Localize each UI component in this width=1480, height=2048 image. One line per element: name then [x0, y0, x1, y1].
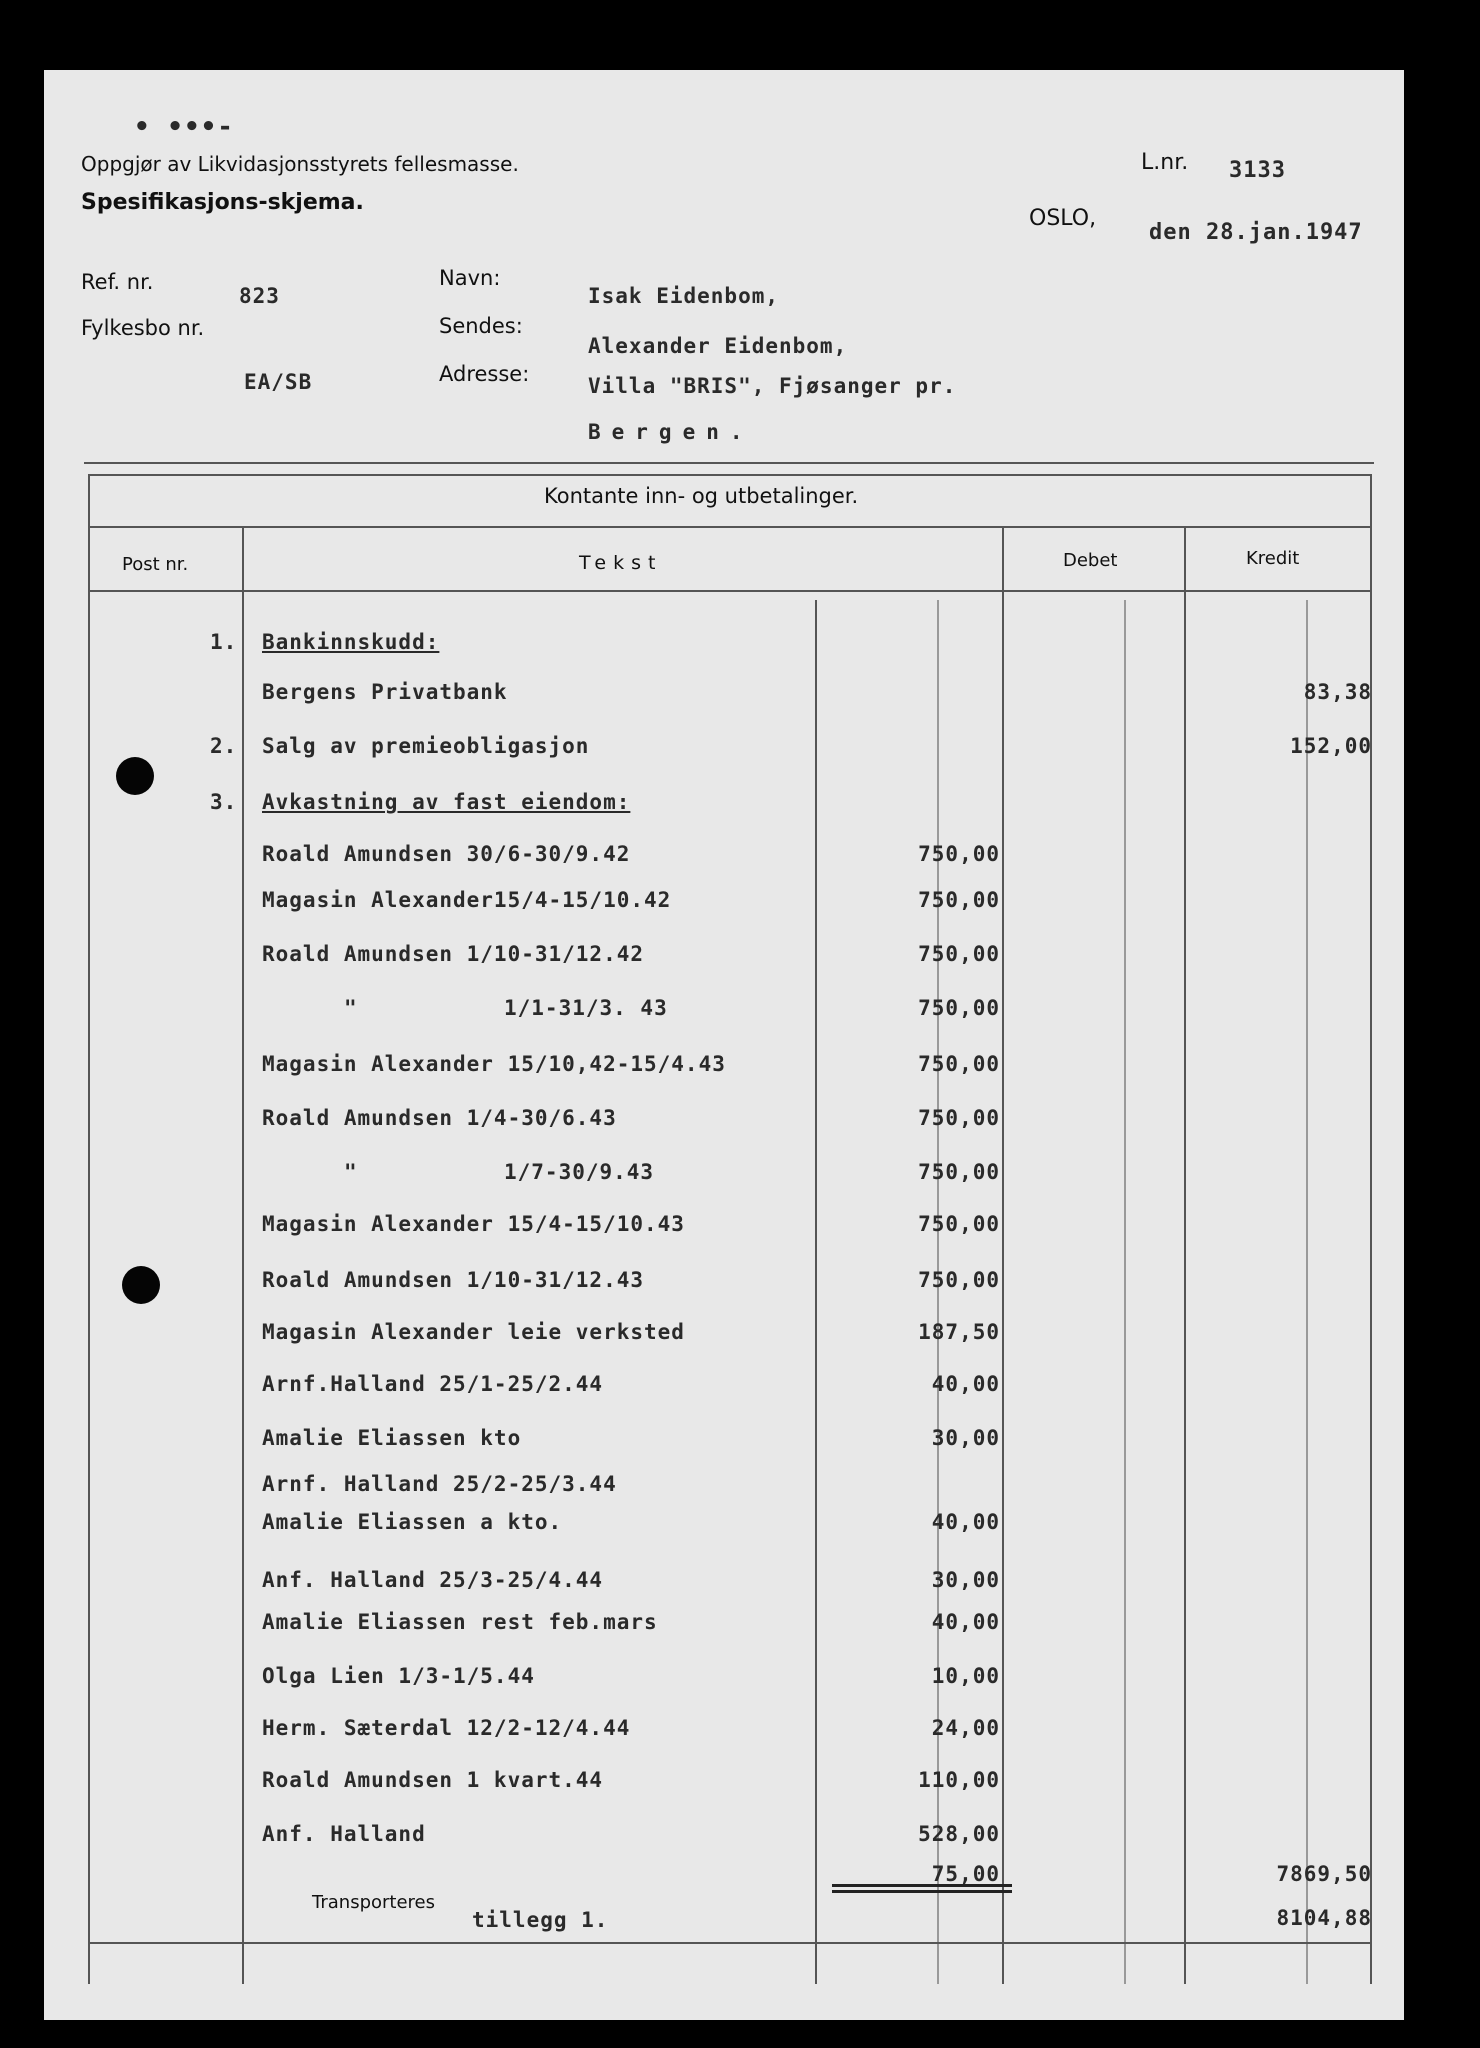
navn-label: Navn: — [439, 266, 501, 290]
ledger-text: 1/7-30/9.43 — [504, 1160, 655, 1184]
subtotal-rule-2 — [832, 1890, 1012, 1893]
amount: 30,00 — [931, 1426, 1000, 1450]
ledger-text: Bergens Privatbank — [262, 680, 508, 704]
ledger-text: Roald Amundsen 1/10-31/12.43 — [262, 1268, 645, 1292]
ledger-text: Roald Amundsen 1 kvart.44 — [262, 1768, 604, 1792]
amount: 750,00 — [918, 842, 1000, 866]
col-divider-post — [242, 526, 244, 1984]
punch-hole — [122, 1266, 160, 1304]
initials-value: EA/SB — [244, 370, 313, 394]
ledger-text: Herm. Sæterdal 12/2-12/4.44 — [262, 1716, 631, 1740]
punch-hole — [116, 757, 154, 795]
transport-total: 8104,88 — [1276, 1906, 1372, 1930]
fylkesbo-label: Fylkesbo nr. — [81, 316, 205, 340]
table-outer-top — [88, 474, 1372, 476]
lnr-value: 3133 — [1229, 158, 1286, 183]
amount: 750,00 — [918, 1160, 1000, 1184]
ledger-text: Amalie Eliassen rest feb.mars — [262, 1610, 658, 1634]
header-bottom-rule — [88, 590, 1372, 592]
post-number: 1. — [210, 630, 238, 654]
col-header-post: Post nr. — [122, 554, 189, 575]
ref-label: Ref. nr. — [81, 270, 154, 294]
ref-value: 823 — [239, 284, 280, 308]
table-title-rule — [88, 526, 1372, 528]
col-divider-debet-inner — [1124, 600, 1126, 1984]
amount: 10,00 — [931, 1664, 1000, 1688]
ledger-text: Amalie Eliassen kto — [262, 1426, 522, 1450]
col-header-tekst: Tekst — [579, 552, 663, 574]
ledger-text: Arnf. Halland 25/2-25/3.44 — [262, 1472, 617, 1496]
amount: 750,00 — [918, 1106, 1000, 1130]
ledger-text: Magasin Alexander 15/4-15/10.43 — [262, 1212, 685, 1236]
doc-subtitle: Spesifikasjons-skjema. — [81, 190, 364, 215]
ledger-text: Anf. Halland — [262, 1822, 426, 1846]
ledger-text: 1/1-31/3. 43 — [504, 996, 668, 1020]
ledger-text: Arnf.Halland 25/1-25/2.44 — [262, 1372, 604, 1396]
date-value: den 28.jan.1947 — [1149, 220, 1363, 245]
amount: 30,00 — [931, 1568, 1000, 1592]
ledger-text: Magasin Alexander leie verksted — [262, 1320, 685, 1344]
amount: 40,00 — [931, 1510, 1000, 1534]
table-title: Kontante inn- og utbetalinger. — [544, 484, 859, 508]
ledger-text: Roald Amundsen 1/10-31/12.42 — [262, 942, 645, 966]
sendes-value: Alexander Eidenbom, — [588, 334, 848, 358]
col-divider-kredit-inner — [1306, 600, 1308, 1984]
place-label: OSLO, — [1029, 206, 1097, 231]
amount: 24,00 — [931, 1716, 1000, 1740]
amount: 750,00 — [918, 1212, 1000, 1236]
amount: 40,00 — [931, 1372, 1000, 1396]
amount: 528,00 — [918, 1822, 1000, 1846]
post-number: 3. — [210, 790, 238, 814]
amount: 750,00 — [918, 942, 1000, 966]
sendes-label: Sendes: — [439, 314, 523, 338]
table-left-border — [88, 474, 90, 1984]
post-number: 2. — [210, 734, 238, 758]
ditto-mark: " — [344, 996, 358, 1020]
navn-value: Isak Eidenbom, — [588, 284, 780, 308]
ledger-text: Olga Lien 1/3-1/5.44 — [262, 1664, 535, 1688]
ledger-text: Amalie Eliassen a kto. — [262, 1510, 563, 1534]
kredit-amount: 152,00 — [1290, 734, 1372, 758]
col-divider-debet — [1002, 526, 1004, 1984]
doc-heading: Oppgjør av Likvidasjonsstyrets fellesmasse. — [81, 152, 519, 176]
transport-label: Transporteres — [312, 1892, 435, 1913]
amount: 750,00 — [918, 1052, 1000, 1076]
adresse-label: Adresse: — [439, 362, 530, 386]
header-mark: • •••- — [134, 112, 234, 142]
ledger-text: Salg av premieobligasjon — [262, 734, 590, 758]
amount: 750,00 — [918, 1268, 1000, 1292]
section-heading: Bankinnskudd: — [262, 630, 440, 654]
adresse-line-2: Bergen. — [588, 420, 754, 444]
amount: 40,00 — [931, 1610, 1000, 1634]
amount: 750,00 — [918, 996, 1000, 1020]
kredit-amount: 7869,50 — [1276, 1862, 1372, 1886]
footer-rule — [88, 1942, 1372, 1944]
adresse-line-1: Villa "BRIS", Fjøsanger pr. — [588, 374, 957, 398]
col-header-debet: Debet — [1063, 550, 1118, 571]
ledger-text: Magasin Alexander15/4-15/10.42 — [262, 888, 672, 912]
ledger-text: Roald Amundsen 1/4-30/6.43 — [262, 1106, 617, 1130]
table-top-rule — [84, 462, 1374, 464]
col-divider-tekst-inner — [815, 600, 817, 1984]
supplement-note: tillegg 1. — [472, 1908, 609, 1932]
col-header-kredit: Kredit — [1246, 548, 1300, 569]
col-divider-kredit — [1184, 526, 1186, 1984]
lnr-label: L.nr. — [1141, 150, 1189, 175]
amount: 75,00 — [931, 1862, 1000, 1886]
ledger-text: Anf. Halland 25/3-25/4.44 — [262, 1568, 604, 1592]
ditto-mark: " — [344, 1160, 358, 1184]
ledger-text: Roald Amundsen 30/6-30/9.42 — [262, 842, 631, 866]
amount: 187,50 — [918, 1320, 1000, 1344]
ledger-text: Magasin Alexander 15/10,42-15/4.43 — [262, 1052, 726, 1076]
amount: 110,00 — [918, 1768, 1000, 1792]
document-page — [44, 70, 1404, 2020]
section-heading: Avkastning av fast eiendom: — [262, 790, 631, 814]
kredit-amount: 83,38 — [1303, 680, 1372, 704]
amount: 750,00 — [918, 888, 1000, 912]
